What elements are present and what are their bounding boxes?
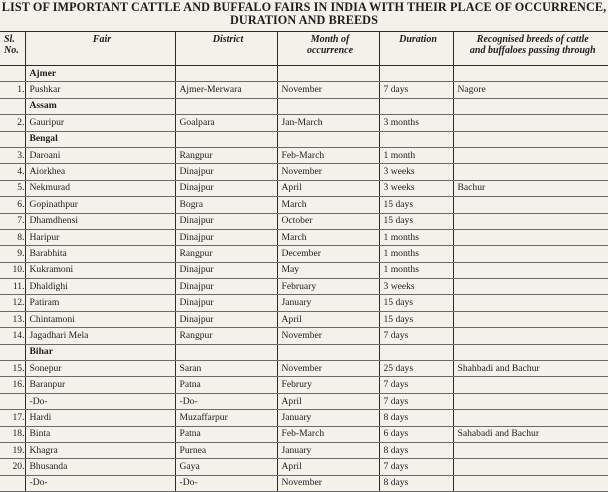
cell-duration: 6 days — [379, 426, 453, 442]
cell-fair: Kukramoni — [25, 262, 175, 278]
header-month-line-2: occurrence — [282, 45, 379, 56]
cell-duration: 7 days — [379, 377, 453, 393]
cell-district: Rangpur — [175, 147, 277, 163]
cell-district: Dinajpur — [175, 311, 277, 327]
cell-sl-no: 19. — [0, 442, 25, 458]
cell-sl-no: 11. — [0, 279, 25, 295]
section-label: Assam — [25, 98, 175, 114]
cell-fair: -Do- — [25, 475, 175, 491]
cell-district: Dinajpur — [175, 279, 277, 295]
cell-month: January — [277, 442, 379, 458]
cell-fair: Gopinathpur — [25, 197, 175, 213]
cell-duration: 3 weeks — [379, 164, 453, 180]
cell-district: Saran — [175, 361, 277, 377]
cell-sl-no: 6. — [0, 197, 25, 213]
cell-breeds: Sahabadi and Bachur — [453, 426, 608, 442]
cell-fair: Daroani — [25, 147, 175, 163]
cell-sl-no — [0, 475, 25, 491]
cell-breeds — [453, 295, 608, 311]
cell-month: November — [277, 475, 379, 491]
table-row — [0, 82, 608, 98]
cell-duration: 1 months — [379, 246, 453, 262]
cell-month: April — [277, 393, 379, 409]
cell-duration: 3 weeks — [379, 180, 453, 196]
cell-sl-no: 17. — [0, 410, 25, 426]
cell-district: Muzaffarpur — [175, 410, 277, 426]
cell-duration: 7 days — [379, 459, 453, 475]
table-row — [0, 361, 608, 377]
cell-empty — [277, 98, 379, 114]
cell-month: May — [277, 262, 379, 278]
cell-sl-no — [0, 66, 25, 82]
cell-breeds — [453, 377, 608, 393]
cell-month: March — [277, 197, 379, 213]
cell-district: Patna — [175, 377, 277, 393]
cell-month: Feb-March — [277, 426, 379, 442]
cell-fair: Khagra — [25, 442, 175, 458]
cell-duration: 15 days — [379, 311, 453, 327]
cell-empty — [277, 66, 379, 82]
section-row — [0, 66, 608, 82]
title-line-2: DURATION AND BREEDS — [0, 14, 608, 27]
cell-district: Purnea — [175, 442, 277, 458]
cell-district: Dinajpur — [175, 180, 277, 196]
fairs-table — [0, 31, 608, 492]
cell-month: Februry — [277, 377, 379, 393]
cell-breeds: Nagore — [453, 82, 608, 98]
cell-duration: 8 days — [379, 475, 453, 491]
cell-empty — [453, 98, 608, 114]
cell-breeds: Shahbadi and Bachur — [453, 361, 608, 377]
section-label: Ajmer — [25, 66, 175, 82]
cell-sl-no — [0, 393, 25, 409]
header-sl-no — [0, 32, 25, 66]
cell-duration: 1 months — [379, 229, 453, 245]
cell-district: Dinajpur — [175, 262, 277, 278]
page-title — [0, 1, 608, 27]
cell-district: Patna — [175, 426, 277, 442]
cell-sl-no: 12. — [0, 295, 25, 311]
cell-breeds — [453, 459, 608, 475]
cell-fair: Pushkar — [25, 82, 175, 98]
cell-month: November — [277, 164, 379, 180]
cell-fair: Binta — [25, 426, 175, 442]
cell-breeds — [453, 262, 608, 278]
cell-breeds: Bachur — [453, 180, 608, 196]
table-row — [0, 246, 608, 262]
cell-empty — [175, 131, 277, 147]
cell-district: -Do- — [175, 393, 277, 409]
cell-sl-no — [0, 344, 25, 360]
cell-sl-no — [0, 131, 25, 147]
cell-empty — [277, 131, 379, 147]
table-row — [0, 393, 608, 409]
section-label: Bengal — [25, 131, 175, 147]
cell-breeds — [453, 410, 608, 426]
cell-month: January — [277, 410, 379, 426]
cell-duration: 15 days — [379, 295, 453, 311]
cell-district: Ajmer-Merwara — [175, 82, 277, 98]
cell-breeds — [453, 197, 608, 213]
section-label: Bihar — [25, 344, 175, 360]
cell-empty — [379, 344, 453, 360]
cell-month: January — [277, 295, 379, 311]
title-line-1: LIST OF IMPORTANT CATTLE AND BUFFALO FAIRS IN INDIA WITH THEIR PLACE OF OCCURRENCE, — [0, 1, 608, 14]
cell-empty — [453, 344, 608, 360]
table-row — [0, 311, 608, 327]
table-header-row — [0, 32, 608, 66]
cell-district: Bogra — [175, 197, 277, 213]
cell-breeds — [453, 311, 608, 327]
cell-empty — [175, 98, 277, 114]
cell-empty — [175, 66, 277, 82]
cell-sl-no: 10. — [0, 262, 25, 278]
cell-sl-no: 9. — [0, 246, 25, 262]
cell-duration: 8 days — [379, 410, 453, 426]
cell-empty — [277, 344, 379, 360]
cell-breeds — [453, 246, 608, 262]
cell-duration: 8 days — [379, 442, 453, 458]
cell-sl-no: 13. — [0, 311, 25, 327]
cell-breeds — [453, 229, 608, 245]
cell-fair: Sonepur — [25, 361, 175, 377]
header-sl-line-2: No. — [4, 45, 25, 56]
table-row — [0, 459, 608, 475]
cell-month: November — [277, 82, 379, 98]
table-row — [0, 410, 608, 426]
cell-month: October — [277, 213, 379, 229]
cell-empty — [453, 66, 608, 82]
cell-breeds — [453, 213, 608, 229]
table-row — [0, 115, 608, 131]
cell-empty — [379, 66, 453, 82]
cell-breeds — [453, 442, 608, 458]
cell-fair: -Do- — [25, 393, 175, 409]
table-row — [0, 426, 608, 442]
cell-month: April — [277, 180, 379, 196]
cell-month: March — [277, 229, 379, 245]
table-row — [0, 197, 608, 213]
cell-district: Dinajpur — [175, 229, 277, 245]
cell-sl-no: 7. — [0, 213, 25, 229]
cell-district: Dinajpur — [175, 213, 277, 229]
table-body — [0, 66, 608, 492]
cell-duration: 7 days — [379, 393, 453, 409]
table-row — [0, 262, 608, 278]
cell-empty — [379, 98, 453, 114]
cell-fair: Nekmurad — [25, 180, 175, 196]
header-breeds — [453, 32, 608, 66]
table-row — [0, 475, 608, 491]
cell-sl-no: 1. — [0, 82, 25, 98]
cell-sl-no: 5. — [0, 180, 25, 196]
cell-breeds — [453, 393, 608, 409]
cell-fair: Bhusanda — [25, 459, 175, 475]
cell-sl-no: 4. — [0, 164, 25, 180]
cell-sl-no — [0, 98, 25, 114]
cell-empty — [379, 131, 453, 147]
cell-month: November — [277, 328, 379, 344]
cell-month: February — [277, 279, 379, 295]
cell-month: April — [277, 311, 379, 327]
cell-breeds — [453, 164, 608, 180]
cell-sl-no: 15. — [0, 361, 25, 377]
cell-breeds — [453, 115, 608, 131]
header-breeds-line-1: Recognised breeds of cattle — [458, 34, 608, 45]
cell-duration: 1 months — [379, 262, 453, 278]
cell-breeds — [453, 328, 608, 344]
table-row — [0, 377, 608, 393]
cell-breeds — [453, 147, 608, 163]
cell-breeds — [453, 475, 608, 491]
cell-sl-no: 8. — [0, 229, 25, 245]
header-fair: Fair — [25, 32, 175, 66]
cell-fair: Barabhita — [25, 246, 175, 262]
table-row — [0, 164, 608, 180]
cell-district: -Do- — [175, 475, 277, 491]
table-row — [0, 279, 608, 295]
cell-month: Jan-March — [277, 115, 379, 131]
cell-fair: Hardi — [25, 410, 175, 426]
cell-district: Dinajpur — [175, 295, 277, 311]
header-sl-line-1: Sl. — [4, 34, 25, 45]
cell-fair: Chintamoni — [25, 311, 175, 327]
cell-sl-no: 18. — [0, 426, 25, 442]
header-breeds-line-2: and buffaloes passing through — [458, 45, 608, 56]
cell-duration: 3 weeks — [379, 279, 453, 295]
cell-duration: 3 months — [379, 115, 453, 131]
cell-district: Gaya — [175, 459, 277, 475]
cell-duration: 15 days — [379, 197, 453, 213]
header-month — [277, 32, 379, 66]
cell-month: December — [277, 246, 379, 262]
cell-fair: Patiram — [25, 295, 175, 311]
table-row — [0, 213, 608, 229]
section-row — [0, 344, 608, 360]
cell-duration: 7 days — [379, 328, 453, 344]
header-duration: Duration — [379, 32, 453, 66]
cell-empty — [175, 344, 277, 360]
table-row — [0, 442, 608, 458]
cell-duration: 15 days — [379, 213, 453, 229]
cell-month: Feb-March — [277, 147, 379, 163]
header-month-line-1: Month of — [282, 34, 379, 45]
cell-fair: Haripur — [25, 229, 175, 245]
cell-district: Dinajpur — [175, 164, 277, 180]
cell-sl-no: 20. — [0, 459, 25, 475]
cell-month: November — [277, 361, 379, 377]
cell-fair: Dhamdhensi — [25, 213, 175, 229]
section-row — [0, 131, 608, 147]
table-row — [0, 328, 608, 344]
cell-breeds — [453, 279, 608, 295]
cell-sl-no: 2. — [0, 115, 25, 131]
header-district: District — [175, 32, 277, 66]
cell-fair: Gauripur — [25, 115, 175, 131]
cell-fair: Baranpur — [25, 377, 175, 393]
table-row — [0, 295, 608, 311]
table-row — [0, 180, 608, 196]
cell-duration: 7 days — [379, 82, 453, 98]
cell-district: Goalpara — [175, 115, 277, 131]
cell-sl-no: 14. — [0, 328, 25, 344]
cell-sl-no: 3. — [0, 147, 25, 163]
cell-month: April — [277, 459, 379, 475]
table-row — [0, 147, 608, 163]
cell-fair: Dhaldighi — [25, 279, 175, 295]
cell-empty — [453, 131, 608, 147]
cell-fair: Jagadhari Mela — [25, 328, 175, 344]
cell-duration: 1 month — [379, 147, 453, 163]
cell-district: Rangpur — [175, 246, 277, 262]
section-row — [0, 98, 608, 114]
cell-duration: 25 days — [379, 361, 453, 377]
cell-district: Rangpur — [175, 328, 277, 344]
cell-fair: Aiorkhea — [25, 164, 175, 180]
table-row — [0, 229, 608, 245]
cell-sl-no: 16. — [0, 377, 25, 393]
